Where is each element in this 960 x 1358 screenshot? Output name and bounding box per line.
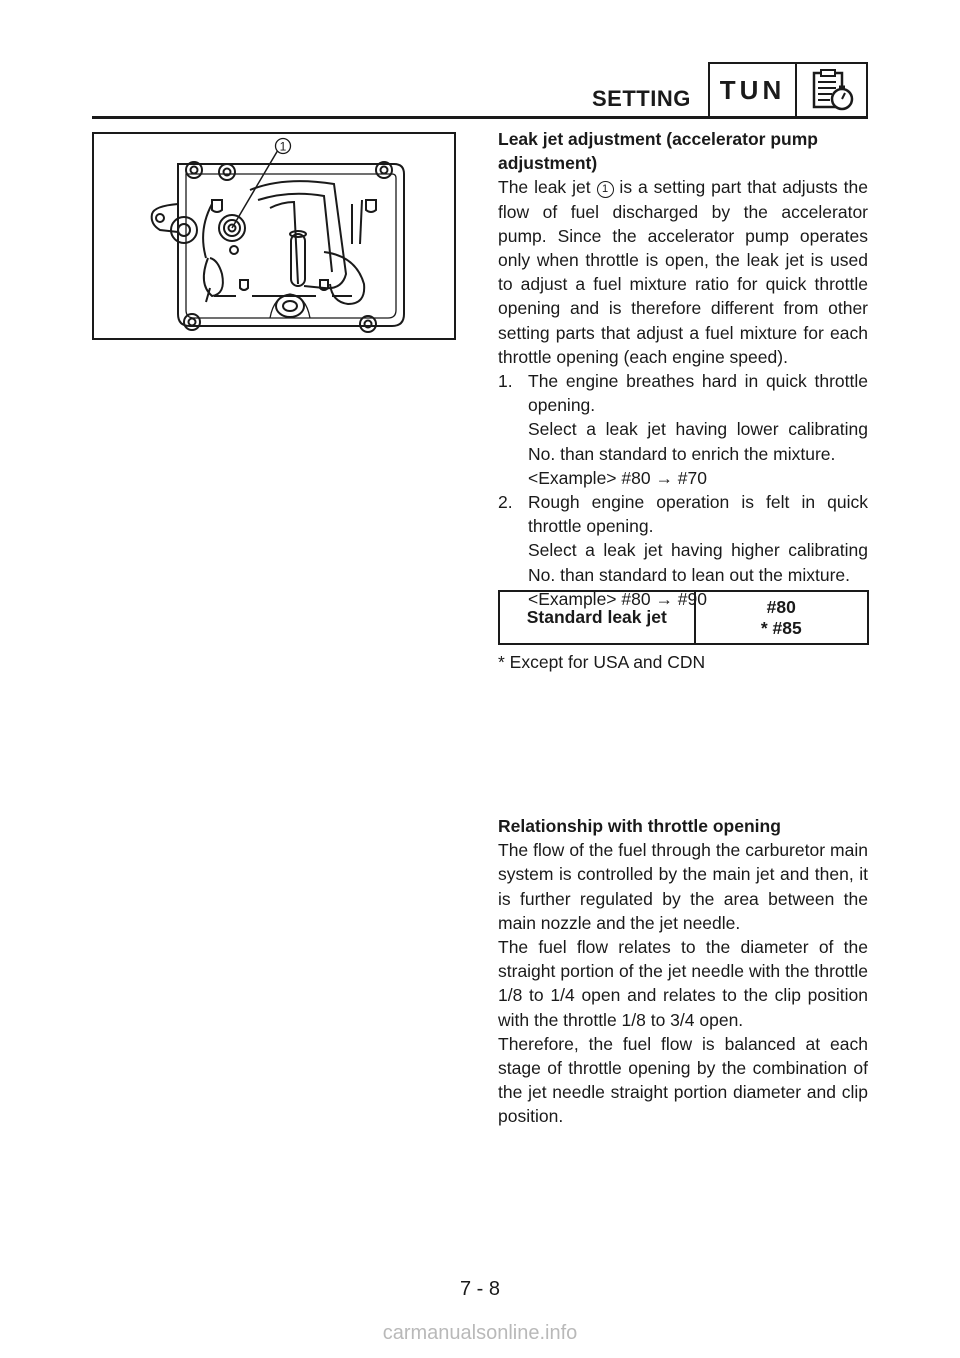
throttle-heading: Relationship with throttle opening [498,816,781,836]
spec-label: Standard leak jet [499,591,695,644]
list-item-example: <Example> #80 → #90 [528,588,708,609]
table-row [499,591,868,644]
callout-number: 1 [279,139,287,154]
paragraph: The flow of the fuel through the carburetor main system is controlled by the main jet and then, it is further regulated by the area between the main nozzle and the jet needle. [498,840,868,933]
spec-value: #80 [766,596,796,617]
spec-values [695,591,868,644]
page-number: 7 - 8 [459,1278,501,1300]
leak-jet-intro [498,175,868,369]
callout-ref: 1 [597,181,614,198]
list-item-number: 1. [498,371,513,392]
intro-text-end: is a setting part that adjusts the flow of fuel discharged by the accelerator pump. Since the accelerator pump operates only when throttle is open, the leak jet is used to adjust a fuel mixture ratio for quick throttle opening and is therefore different from other setting parts that adjust a fuel mixture for each throttle opening (each engine speed). [498,177,869,367]
spec-value: * #85 [760,617,802,638]
footnote: * Except for USA and CDN [498,652,706,672]
list-item-number: 2. [498,492,513,513]
list-item-text: The engine breathes hard in quick throttle opening. [528,371,868,416]
float-chamber-illustration [94,134,454,338]
leak-jet-heading: Leak jet adjustment (accelerator pump adjustment) [498,129,818,174]
section-badge [708,62,868,118]
list-item-example: <Example> #80 → #70 [528,467,708,488]
list-item [498,369,868,417]
leak-jet-section [498,127,868,611]
list-item-detail: Select a leak jet having higher calibrating No. than standard to lean out the mixture. [528,540,868,585]
list-item-text: Rough engine operation is felt in quick throttle opening. [528,492,868,537]
section-title: SETTING [592,86,691,111]
list-item [498,490,868,538]
spec-table [498,590,869,645]
paragraph: The fuel flow relates to the diameter of the straight portion of the jet needle with the throttle 1/8 to 1/4 open and relates to the clip position with the throttle 1/8 to 3/4 open. [498,937,868,1030]
section-code: TUN [710,64,797,116]
throttle-section [498,814,868,1129]
intro-text-start: The leak jet [498,177,597,198]
clipboard-stopwatch-icon [797,64,866,116]
watermark: carmanualsonline.info [382,1322,578,1344]
carburetor-figure [92,132,456,340]
list-item-detail: Select a leak jet having lower calibrating No. than standard to enrich the mixture. [528,419,868,464]
paragraph: Therefore, the fuel flow is balanced at each stage of throttle opening by the combination of the jet needle straight portion diameter and clip position. [498,1033,868,1127]
